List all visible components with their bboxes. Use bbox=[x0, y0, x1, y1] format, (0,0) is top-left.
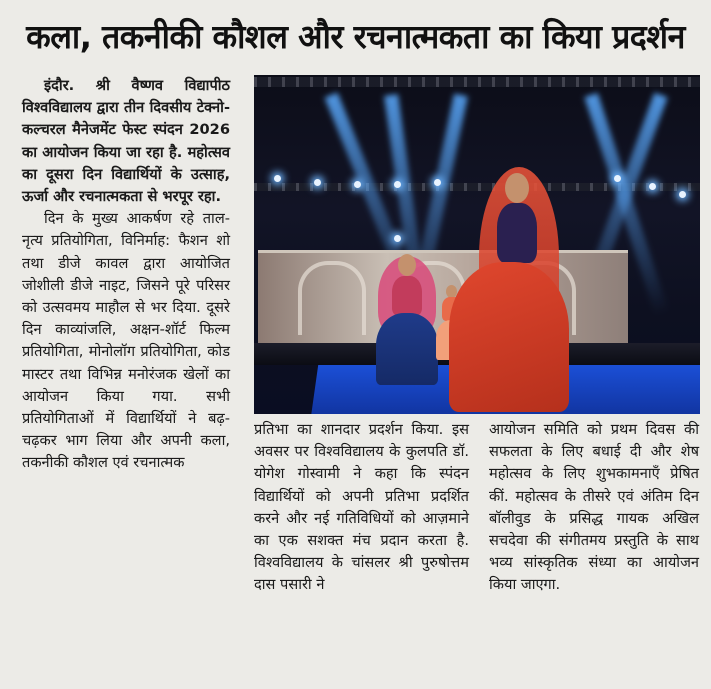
stage-light bbox=[649, 183, 656, 190]
stage-truss bbox=[254, 77, 700, 87]
stage-light bbox=[434, 179, 441, 186]
headline: कला, तकनीकी कौशल और रचनात्मकता का किया प्रदर्शन bbox=[26, 16, 685, 56]
stage-light bbox=[314, 179, 321, 186]
model-blue-lehenga bbox=[372, 250, 442, 385]
body-paragraph: प्रतिभा का शानदार प्रदर्शन किया. इस अवसर पर विश्वविद्यालय के कुलपति डॉ. योगेश गोस्वामी ने कहा कि स्पंदन विद्यार्थियों को अपनी प्रतिभा प्रदर्शित करने और नई गतिविधियों को आज़माने का एक सशक्त मंच प्रदान करता है. विश्वविद्यालय के चांसलर श्री पुरुषोत्तम दास पसारी ने bbox=[254, 421, 469, 594]
model-red-lehenga bbox=[449, 167, 569, 412]
stage-light bbox=[614, 175, 621, 182]
article-column-2 bbox=[254, 419, 469, 597]
stage-light bbox=[394, 235, 401, 242]
stage-light bbox=[679, 191, 686, 198]
fashion-show-photo bbox=[254, 75, 700, 414]
lead-paragraph: इंदौर. श्री वैष्णव विद्यापीठ विश्वविद्यालय द्वारा तीन दिवसीय टेक्नो-कल्चरल मैनेजमेंट फेस्ट स्पंदन 2026 का आयोजन किया जा रहा है. महोत्सव का दूसरा दिन विद्यार्थियों के उत्साह, ऊर्जा और रचनात्मकता से भरपूर रहा. bbox=[22, 77, 230, 206]
body-paragraph: दिन के मुख्य आकर्षण रहे ताल- नृत्य प्रतियोगिता, विनिर्माह: फैशन शो तथा डीजे कावल द्वारा आयोजित जोशीली डीजे नाइट, जिसने पूरे परिसर को उत्सवमय माहौल से भर दिया. दूसरे दिन काव्यांजलि, अक्षन-शॉर्ट फिल्म प्रतियोगिता, मोनोलॉग प्रतियोगिता, कोड मास्टर तथा विभिन्न मनोरंजक खेलों का आयोजन किया गया. सभी प्रतियोगिताओं में विद्यार्थियों ने बढ़-चढ़कर भाग लिया और अपनी कला, तकनीकी कौशल एवं रचनात्मक bbox=[22, 210, 230, 472]
screen-arch bbox=[298, 261, 366, 335]
stage-light bbox=[274, 175, 281, 182]
article-column-1 bbox=[22, 75, 230, 475]
stage-light bbox=[354, 181, 361, 188]
article-column-3 bbox=[489, 419, 699, 597]
stage-light bbox=[394, 181, 401, 188]
body-paragraph: आयोजन समिति को प्रथम दिवस की सफलता के लिए बधाई दी और शेष महोत्सव के लिए शुभकामनाएँ प्रेषित कीं. महोत्सव के तीसरे एवं अंतिम दिन बॉलीवुड के प्रसिद्ध गायक अखिल सचदेवा की संगीतमय प्रस्तुति के साथ भव्य सांस्कृतिक संध्या का आयोजन किया जाएगा. bbox=[489, 421, 699, 594]
